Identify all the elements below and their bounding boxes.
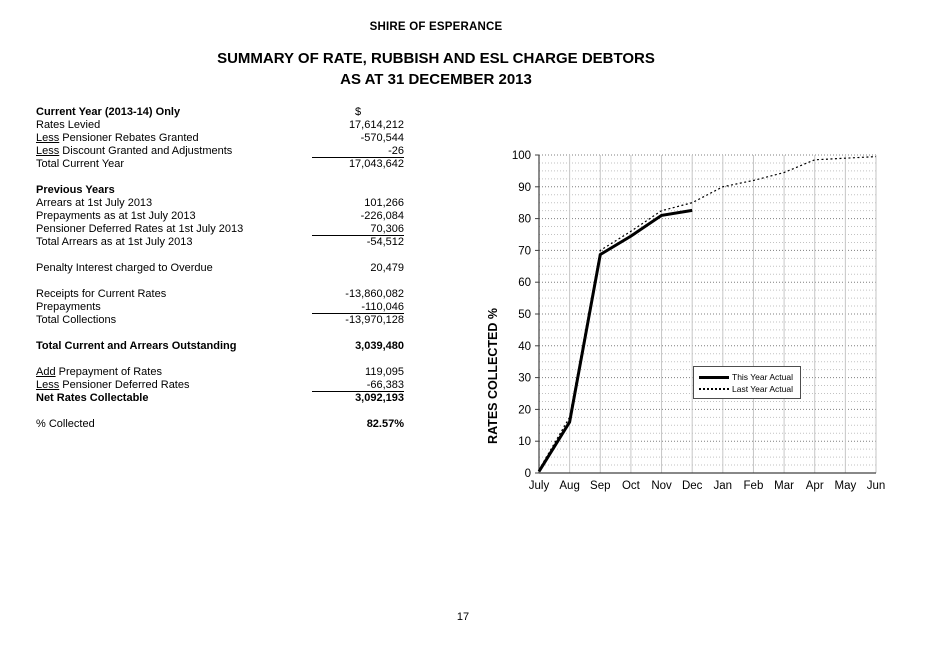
table-spacer (36, 405, 404, 418)
y-tick-label: 30 (518, 372, 531, 385)
row-label: Total Arrears as at 1st July 2013 (36, 236, 193, 248)
y-tick-label: 20 (518, 404, 531, 417)
y-tick-label: 100 (511, 150, 531, 162)
row-label: Net Rates Collectable (36, 392, 149, 404)
report-header (0, 0, 872, 88)
table-spacer (36, 249, 404, 262)
y-tick-label: 90 (518, 181, 531, 194)
table-row (36, 340, 404, 353)
dotted-line-swatch (699, 388, 729, 390)
table-row (36, 223, 404, 236)
table-section-heading (36, 184, 404, 197)
x-tick-label: Aug (559, 480, 580, 492)
financial-summary-table (36, 106, 404, 431)
x-tick-label: Sep (590, 480, 611, 492)
y-tick-label: 0 (524, 468, 531, 480)
row-value: 3,039,480 (355, 340, 404, 352)
row-label: Less Pensioner Rebates Granted (36, 132, 199, 144)
y-tick-label: 70 (518, 245, 531, 258)
table-spacer (36, 353, 404, 366)
report-title-line2: AS AT 31 DECEMBER 2013 (340, 71, 532, 88)
row-label: Prepayments as at 1st July 2013 (36, 210, 196, 222)
row-label: Total Current Year (36, 158, 125, 170)
y-tick-label: 80 (518, 213, 531, 226)
row-label: % Collected (36, 418, 95, 430)
row-value: -226,084 (360, 210, 404, 222)
row-value: -54,512 (366, 236, 404, 248)
x-tick-label: Feb (743, 480, 764, 492)
row-label-prefix: Less (36, 132, 60, 144)
row-label: Receipts for Current Rates (36, 288, 167, 300)
row-value: $ (354, 106, 362, 118)
organization-title: SHIRE OF ESPERANCE (369, 21, 503, 33)
x-tick-label: May (834, 480, 857, 492)
row-label: Arrears at 1st July 2013 (36, 197, 153, 209)
x-tick-label: Apr (805, 480, 824, 492)
table-spacer (36, 171, 404, 184)
row-value: -570,544 (360, 132, 404, 144)
report-title-line1: SUMMARY OF RATE, RUBBISH AND ESL CHARGE DEBTORS (217, 50, 655, 67)
table-row (36, 145, 404, 158)
line-chart-svg (480, 140, 910, 510)
table-row (36, 119, 404, 132)
table-row (36, 262, 404, 275)
legend-label: Last Year Actual (732, 384, 793, 394)
table-row (36, 132, 404, 145)
y-tick-label: 50 (518, 309, 531, 321)
table-section-heading (36, 106, 404, 119)
row-value: 17,043,642 (348, 158, 404, 170)
row-value: -66,383 (312, 379, 404, 392)
series-line-this-year (539, 210, 692, 471)
table-row (36, 210, 404, 223)
y-tick-label: 60 (518, 277, 531, 290)
table-row (36, 236, 404, 249)
legend-label: This Year Actual (732, 372, 793, 382)
table-row (36, 158, 404, 171)
row-label: Prepayments (36, 301, 101, 313)
row-label: Total Collections (36, 314, 117, 326)
row-value: 3,092,193 (355, 392, 404, 404)
row-value: -26 (312, 145, 404, 158)
row-label: Less Pensioner Deferred Rates (36, 379, 190, 391)
row-value: -13,860,082 (345, 288, 404, 300)
row-label: Pensioner Deferred Rates at 1st July 2013 (36, 223, 244, 235)
table-row (36, 197, 404, 210)
x-tick-label: Dec (681, 480, 703, 492)
legend-entry (699, 371, 795, 383)
row-label: Total Current and Arrears Outstanding (36, 340, 237, 352)
row-value: -13,970,128 (345, 314, 404, 326)
row-label-prefix: Less (36, 145, 60, 157)
table-row (36, 288, 404, 301)
row-label: Current Year (2013-14) Only (36, 106, 181, 118)
table-row (36, 301, 404, 314)
row-label-prefix: Less (36, 379, 60, 391)
row-value: 17,614,212 (348, 119, 404, 131)
row-value: 101,266 (364, 197, 404, 209)
legend-entry (699, 383, 795, 395)
table-row (36, 366, 404, 379)
row-label: Rates Levied (36, 119, 101, 131)
row-label-prefix: Add (36, 366, 56, 378)
x-tick-label: Nov (651, 480, 672, 492)
page-number: 17 (456, 611, 470, 623)
row-value (312, 184, 404, 197)
solid-line-swatch (699, 376, 729, 379)
row-value: 70,306 (312, 223, 404, 236)
table-row (36, 379, 404, 392)
row-label: Previous Years (36, 184, 115, 196)
row-label: Penalty Interest charged to Overdue (36, 262, 213, 274)
x-tick-label: Mar (774, 480, 794, 492)
x-tick-label: July (528, 480, 550, 492)
row-value: 119,095 (365, 366, 404, 378)
table-spacer (36, 275, 404, 288)
row-label: Less Discount Granted and Adjustments (36, 145, 233, 157)
table-row (36, 314, 404, 327)
table-row (36, 418, 404, 431)
chart-legend (693, 366, 801, 399)
table-row (36, 392, 404, 405)
y-tick-label: 40 (518, 340, 531, 353)
row-value: 20,479 (370, 262, 404, 274)
row-value: 82.57% (366, 418, 404, 430)
y-axis-title: RATES COLLECTED % (486, 308, 500, 444)
row-value: -110,046 (312, 301, 404, 314)
y-tick-label: 10 (518, 436, 531, 449)
table-spacer (36, 327, 404, 340)
x-tick-label: Oct (621, 480, 640, 492)
x-tick-label: Jan (713, 480, 733, 492)
row-label: Add Prepayment of Rates (36, 366, 162, 378)
rates-collected-chart (480, 140, 910, 510)
x-tick-label: Jun (866, 480, 886, 492)
